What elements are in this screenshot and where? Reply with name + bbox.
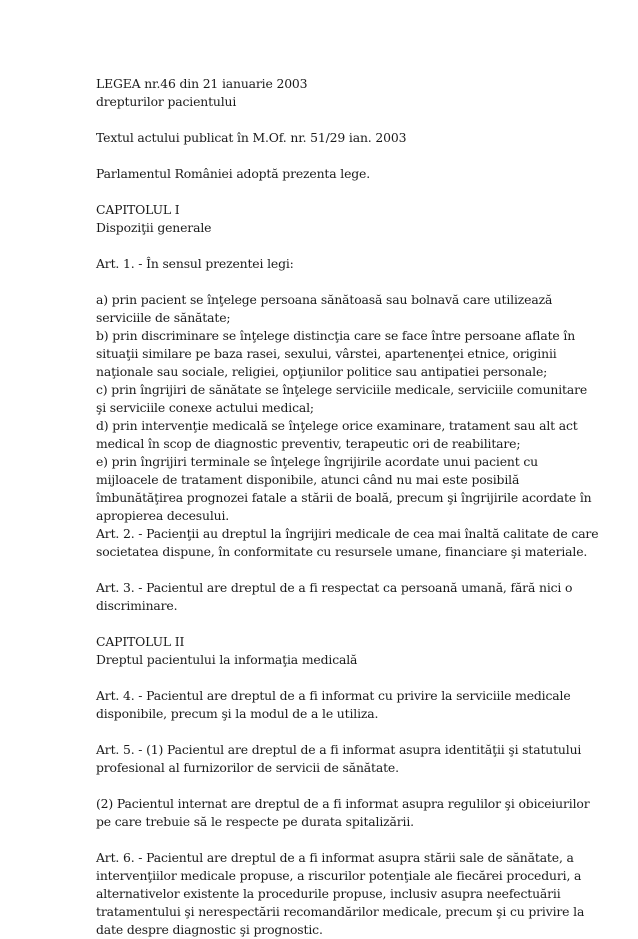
text-line: Art. 4. - Pacientul are dreptul de a fi informat cu privire la serviciile medicale xyxy=(96,688,571,703)
text-line: b) prin discriminare se înţelege distincţia care se face între persoane aflate în xyxy=(96,328,576,343)
article-1-intro-text: Art. 1. - În sensul prezentei legi: xyxy=(96,256,294,271)
text-line: medical în scop de diagnostic preventiv, terapeutic ori de reabilitare; xyxy=(96,436,521,451)
text-line: societatea dispune, în conformitate cu resursele umane, financiare şi materiale. xyxy=(96,544,588,559)
text-line: îmbunătăţirea prognozei fatale a stării de boală, precum şi îngrijirile acordate în xyxy=(96,490,592,505)
text-line: e) prin îngrijiri terminale se înţelege îngrijirile acordate unui pacient cu xyxy=(96,454,538,469)
text-line: date despre diagnostic şi prognostic. xyxy=(96,922,323,937)
law-subtitle: drepturilor pacientului xyxy=(96,94,237,109)
text-line: (2) Pacientul internat are dreptul de a fi informat asupra regulilor şi obiceiurilor xyxy=(96,796,590,811)
definitions-and-article-2 xyxy=(96,291,599,561)
article-5-paragraph-2 xyxy=(96,795,590,831)
text-line: Art. 6. - Pacientul are dreptul de a fi informat asupra stării sale de sănătate, a xyxy=(96,850,574,865)
text-line: mijloacele de tratament disponibile, atunci când nu mai este posibilă xyxy=(96,472,520,487)
text-line: profesional al furnizorilor de servicii de sănătate. xyxy=(96,760,399,775)
text-line: a) prin pacient se înţelege persoana sănătoasă sau bolnavă care utilizează xyxy=(96,292,553,307)
chapter-2-heading xyxy=(96,633,556,669)
text-line: intervenţiilor medicale propuse, a riscurilor potenţiale ale fiecărei proceduri, a xyxy=(96,868,582,883)
article-5-paragraph-1 xyxy=(96,741,582,777)
chapter-1-subtitle: Dispoziţii generale xyxy=(96,220,212,235)
text-line: disponibile, precum şi la modul de a le utiliza. xyxy=(96,706,379,721)
text-line: c) prin îngrijiri de sănătate se înţelege serviciile medicale, serviciile comunitare xyxy=(96,382,588,397)
text-line: d) prin intervenţie medicală se înţelege orice examinare, tratament sau alt act xyxy=(96,418,578,433)
text-line: naţionale sau sociale, religiei, opţiunilor politice sau antipatiei personale; xyxy=(96,364,548,379)
chapter-1-title: CAPITOLUL I xyxy=(96,202,180,217)
text-line: discriminare. xyxy=(96,598,178,613)
article-1-intro xyxy=(96,255,556,273)
article-3 xyxy=(96,579,573,615)
article-6 xyxy=(96,849,585,939)
text-line: şi serviciile conexe actului medical; xyxy=(96,400,314,415)
adoption-text: Parlamentul României adoptă prezenta lege. xyxy=(96,166,371,181)
law-header xyxy=(96,75,556,111)
text-line: tratamentului şi nerespectării recomandărilor medicale, precum şi cu privire la xyxy=(96,904,585,919)
text-line: Art. 5. - (1) Pacientul are dreptul de a fi informat asupra identităţii şi statutului xyxy=(96,742,582,757)
text-line: Art. 2. - Pacienţii au dreptul la îngrijiri medicale de cea mai înaltă calitate de care xyxy=(96,526,599,541)
chapter-2-subtitle: Dreptul pacientului la informaţia medicală xyxy=(96,652,358,667)
text-line: Art. 3. - Pacientul are dreptul de a fi respectat ca persoană umană, fără nici o xyxy=(96,580,573,595)
text-line: alternativelor existente la procedurile propuse, inclusiv asupra neefectuării xyxy=(96,886,561,901)
publication-note xyxy=(96,129,556,147)
article-4 xyxy=(96,687,571,723)
text-line: apropierea decesului. xyxy=(96,508,230,523)
law-title: LEGEA nr.46 din 21 ianuarie 2003 xyxy=(96,76,308,91)
chapter-1-heading xyxy=(96,201,556,237)
text-line: serviciile de sănătate; xyxy=(96,310,231,325)
text-line: situaţii similare pe baza rasei, sexului, vârstei, apartenenţei etnice, originii xyxy=(96,346,557,361)
text-line: pe care trebuie să le respecte pe durata spitalizării. xyxy=(96,814,414,829)
adoption-note xyxy=(96,165,556,183)
publication-text: Textul actului publicat în M.Of. nr. 51/29 ian. 2003 xyxy=(96,130,407,145)
chapter-2-title: CAPITOLUL II xyxy=(96,634,185,649)
document-body xyxy=(96,75,599,939)
